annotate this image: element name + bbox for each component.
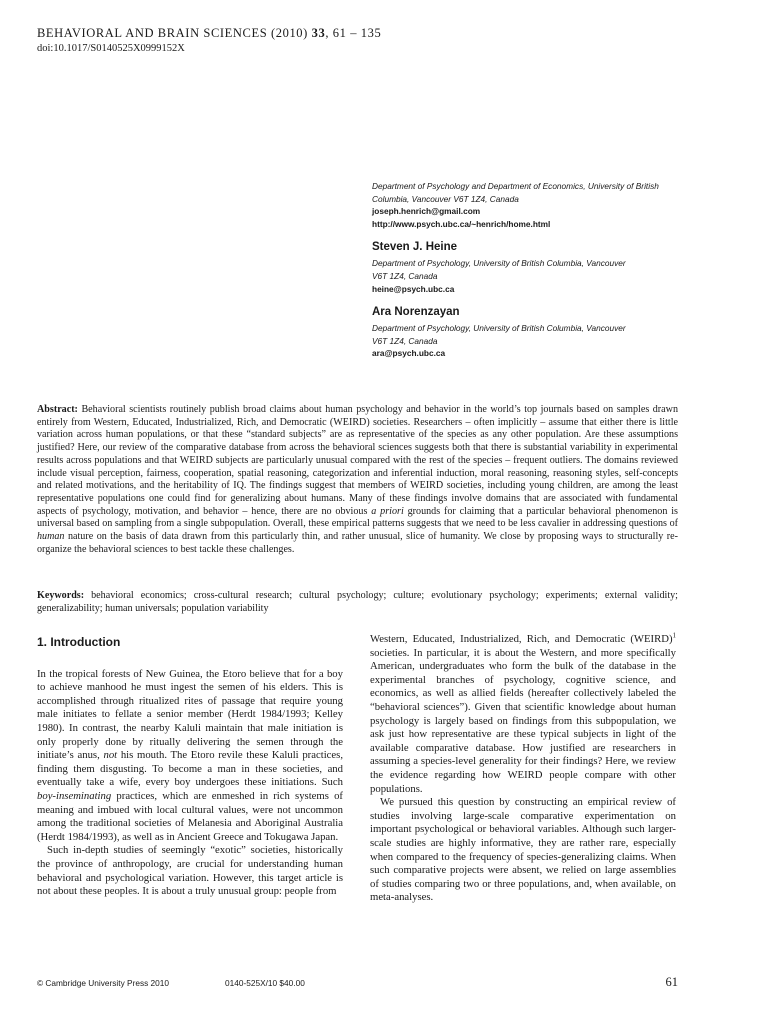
section-heading: 1. Introduction xyxy=(37,635,121,649)
copyright-notice: © Cambridge University Press 2010 xyxy=(37,978,170,988)
body-paragraph xyxy=(37,668,343,845)
affiliation-block-1 xyxy=(372,180,702,230)
paragraph-text: societies. In particular, it is about the Western, and more specifically American, undergraduates who form the bulk of the database in the experimental branches of psychology, cognitive science, and economics, as well as allied fields (hereafter collectively labeled the “behavioral sciences”). Given that scientific knowledge about human psychology is largely based on findings from this subpopulation, we ask just how representative are these typical subjects in light of the available comparative database. How justified are researchers in assuming a species-level generality for their findings? Here, we review the evidence regarding how WEIRD people compare with other populations. xyxy=(370,646,676,795)
affiliation-line: Department of Psychology, University of British Columbia, Vancouver xyxy=(372,258,626,269)
keywords-label: Keywords: xyxy=(37,590,85,601)
abstract-label: Abstract: xyxy=(37,404,78,415)
journal-name: BEHAVIORAL AND BRAIN SCIENCES (2010) xyxy=(37,26,312,40)
abstract-text: nature on the basis of data drawn from this particularly thin, and rather unusual, slice of humanity. We close by proposing ways to structurally re-organize the behavioral sciences to best tackle these challenges. xyxy=(37,531,678,555)
paragraph-text: Western, Educated, Industrialized, Rich, and Democratic (WEIRD) xyxy=(370,633,673,645)
paragraph-text: his mouth. The Etoro revile these Kaluli practices, finding them disgusting. To become a man in these societies, and eventually take a wife, every boy undergoes these initiations. Such xyxy=(37,749,343,789)
affiliation-line: Department of Psychology, University of British Columbia, Vancouver xyxy=(372,323,626,334)
abstract-emphasis: human xyxy=(37,531,65,543)
author-name: Ara Norenzayan xyxy=(372,306,460,319)
journal-citation xyxy=(37,26,381,41)
page-number: 61 xyxy=(665,975,678,989)
body-paragraph: We pursued this question by constructing an empirical review of studies involving large-scale comparative experimentation on important psychological or behavioral variables. Although such larger-scale studies are highly informative, they are rather rare, especially when compared to the frequency of species-generalizing claims. When such comparative projects were absent, we relied on large assemblies of studies comparing two or three populations, and, when available, on meta-analyses. xyxy=(370,796,676,904)
affiliation-line: Columbia, Vancouver V6T 1Z4, Canada xyxy=(372,193,519,204)
abstract xyxy=(37,404,678,556)
issn-price: 0140-525X/10 $40.00 xyxy=(225,978,305,988)
author-email[interactable]: joseph.henrich@gmail.com xyxy=(372,206,481,217)
journal-volume: 33 xyxy=(311,26,326,40)
body-paragraph xyxy=(370,633,676,796)
doi: doi:10.1017/S0140525X0999152X xyxy=(37,43,185,54)
body-column-left xyxy=(37,636,343,899)
affiliation-line: V6T 1Z4, Canada xyxy=(372,335,438,346)
author-affiliations xyxy=(372,180,702,360)
running-header xyxy=(37,26,381,54)
body-column-right xyxy=(370,633,676,905)
paragraph-emphasis: boy-inseminating xyxy=(37,789,112,802)
paragraph-text: In the tropical forests of New Guinea, the Etoro believe that for a boy to achieve manhood he must ingest the semen of his elders. This is accomplished through ritualized rites of passage that require young male initiates to fellate a senior member (Herdt 1984/1993; Kelley 1980). In contrast, the nearby Kaluli maintain that male initiation is only properly done by ritually delivering the semen through the initiate’s anus, xyxy=(37,667,343,762)
author-email[interactable]: heine@psych.ubc.ca xyxy=(372,283,455,294)
keywords-text: behavioral economics; cross-cultural research; cultural psychology; culture; evolutionary psychology; experiments; external validity; generalizability; human universals; population variability xyxy=(37,590,678,614)
paragraph-emphasis: not xyxy=(103,749,118,762)
journal-pages: , 61 – 135 xyxy=(325,26,382,40)
author-name: Steven J. Heine xyxy=(372,241,458,254)
author-homepage-link[interactable]: http://www.psych.ubc.ca/~henrich/home.html xyxy=(372,218,551,229)
author-email[interactable]: ara@psych.ubc.ca xyxy=(372,348,446,359)
abstract-emphasis: a priori xyxy=(371,505,404,517)
affiliation-block-3 xyxy=(372,306,702,360)
footnote-marker[interactable]: 1 xyxy=(672,631,676,640)
affiliation-block-2 xyxy=(372,241,702,295)
paragraph-text: practices, which are enmeshed in rich systems of meaning and imbued with local cultural values, were not uncommon among the traditional societies of Melanesia and Aboriginal Australia (Herdt 1984/1993), as well as in Ancient Greece and Tokugawa Japan. xyxy=(37,789,343,843)
abstract-text: grounds for claiming that a particular behavioral phenomenon is universal based on sampling from a single subpopulation. Overall, these empirical patterns suggests that we need to be less cavalier in addressing questions of xyxy=(37,505,678,530)
keywords xyxy=(37,590,678,615)
body-paragraph: Such in-depth studies of seemingly “exotic” societies, historically the province of anthropology, are crucial for understanding human behavioral and psychological variation. However, this target article is not about these peoples. It is about a truly unusual group: people from xyxy=(37,844,343,898)
abstract-text: Behavioral scientists routinely publish broad claims about human psychology and behavior in the world’s top journals based on samples drawn entirely from Western, Educated, Industrialized, Rich, and Democratic (WEIRD) societies. Researchers – often implicitly – assume that either there is little variation across human populations, or that these “standard subjects” are as representative of the species as any other population. Are these assumptions justified? Here, our review of the comparative database from across the behavioral sciences suggests both that there is substantial variability in experimental results across populations and that WEIRD subjects are particularly unusual compared with the rest of the species – frequent outliers. The domains reviewed include visual perception, fairness, cooperation, spatial reasoning, categorization and inferential induction, moral reasoning, reasoning styles, self-concepts and related motivations, and the heritability of IQ. The findings suggest that members of WEIRD societies, including young children, are among the least representative populations one could find for generalizing about humans. Many of these findings involve domains that are associated with fundamental aspects of psychology, motivation, and behavior – hence, there are no obvious xyxy=(37,404,678,517)
affiliation-line: Department of Psychology and Department of Economics, University of British xyxy=(372,181,659,191)
affiliation-line: V6T 1Z4, Canada xyxy=(372,270,438,281)
